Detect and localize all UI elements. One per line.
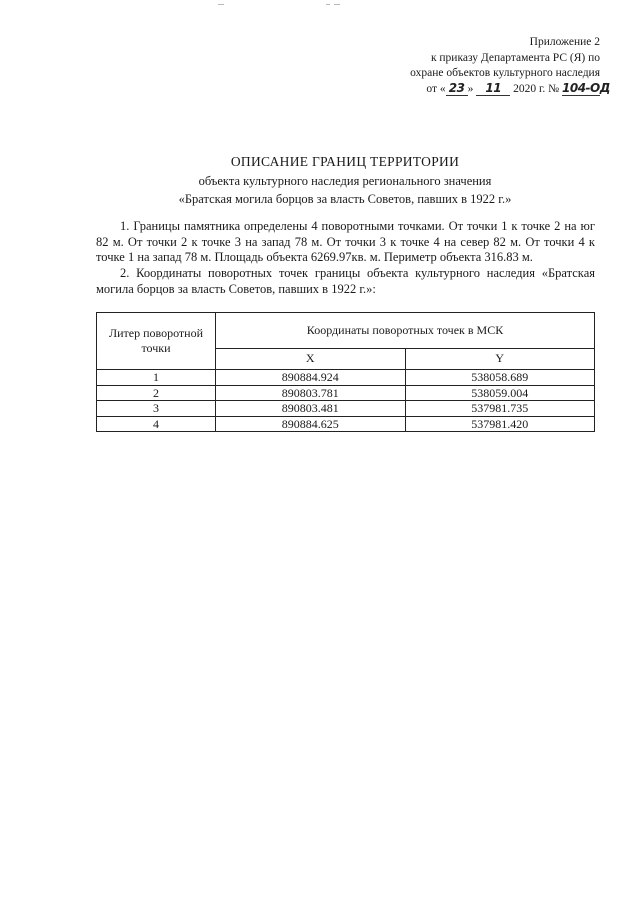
appendix-order-ref: к приказу Департамента РС (Я) по xyxy=(430,51,600,64)
boundary-description-paragraph: 1. Границы памятника определены 4 поворотными точками. От точки 1 к точке 2 на юг 82 м. От точки 2 к точке 3 на запад 78 м. От точки 3 к точке 4 на север 82 м. От точки 4 к точке 1 на запад 78 м. Площадь объекта 6269.97кв. м. Периметр объекта 316.83 м. xyxy=(96,219,595,265)
appendix-number: Приложение 2 xyxy=(529,36,600,48)
appendix-header xyxy=(300,35,610,97)
point-cell: 2 xyxy=(97,385,216,401)
x-cell: 890803.781 xyxy=(216,385,406,401)
x-cell: 890884.924 xyxy=(216,370,406,386)
coordinates-table xyxy=(96,312,595,432)
appendix-date-line xyxy=(300,80,610,98)
scan-artifact xyxy=(326,4,330,5)
scan-artifact xyxy=(334,4,340,5)
table-row xyxy=(97,385,595,401)
header-y: Y xyxy=(405,348,595,369)
date-year: 2020 г. № xyxy=(513,82,560,95)
date-mid: » xyxy=(467,82,474,95)
y-cell: 538058.689 xyxy=(405,370,595,386)
document-subtitle-object: объекта культурного наследия регионального значения xyxy=(198,174,492,188)
header-coordinates: Координаты поворотных точек в МСК xyxy=(216,313,595,349)
table-row xyxy=(97,416,595,432)
point-cell: 4 xyxy=(97,416,216,432)
date-month: 11 xyxy=(476,82,510,96)
x-cell: 890884.625 xyxy=(216,416,406,432)
y-cell: 538059.004 xyxy=(405,385,595,401)
document-number: 104-ОД xyxy=(562,80,610,95)
coordinates-intro-paragraph: 2. Координаты поворотных точек границы объекта культурного наследия «Братская могила борцов за власть Советов, павших в 1922 г.»: xyxy=(96,266,595,296)
table-row xyxy=(97,401,595,417)
document-title-block xyxy=(70,152,620,208)
document-title: ОПИСАНИЕ ГРАНИЦ ТЕРРИТОРИИ xyxy=(230,154,460,169)
y-cell: 537981.735 xyxy=(405,401,595,417)
header-x: X xyxy=(216,348,406,369)
header-point-liter: Литер поворотной точки xyxy=(97,313,216,370)
date-prefix: от « xyxy=(426,82,446,95)
appendix-department: охране объектов культурного наследия xyxy=(410,67,600,79)
point-cell: 3 xyxy=(97,401,216,417)
date-day: 23 xyxy=(446,82,468,96)
table-row xyxy=(97,370,595,386)
point-cell: 1 xyxy=(97,370,216,386)
scan-artifact xyxy=(218,4,224,5)
document-subtitle-name: «Братская могила борцов за власть Советов, павших в 1922 г.» xyxy=(178,192,512,206)
y-cell: 537981.420 xyxy=(405,416,595,432)
document-body xyxy=(96,219,595,298)
x-cell: 890803.481 xyxy=(216,401,406,417)
